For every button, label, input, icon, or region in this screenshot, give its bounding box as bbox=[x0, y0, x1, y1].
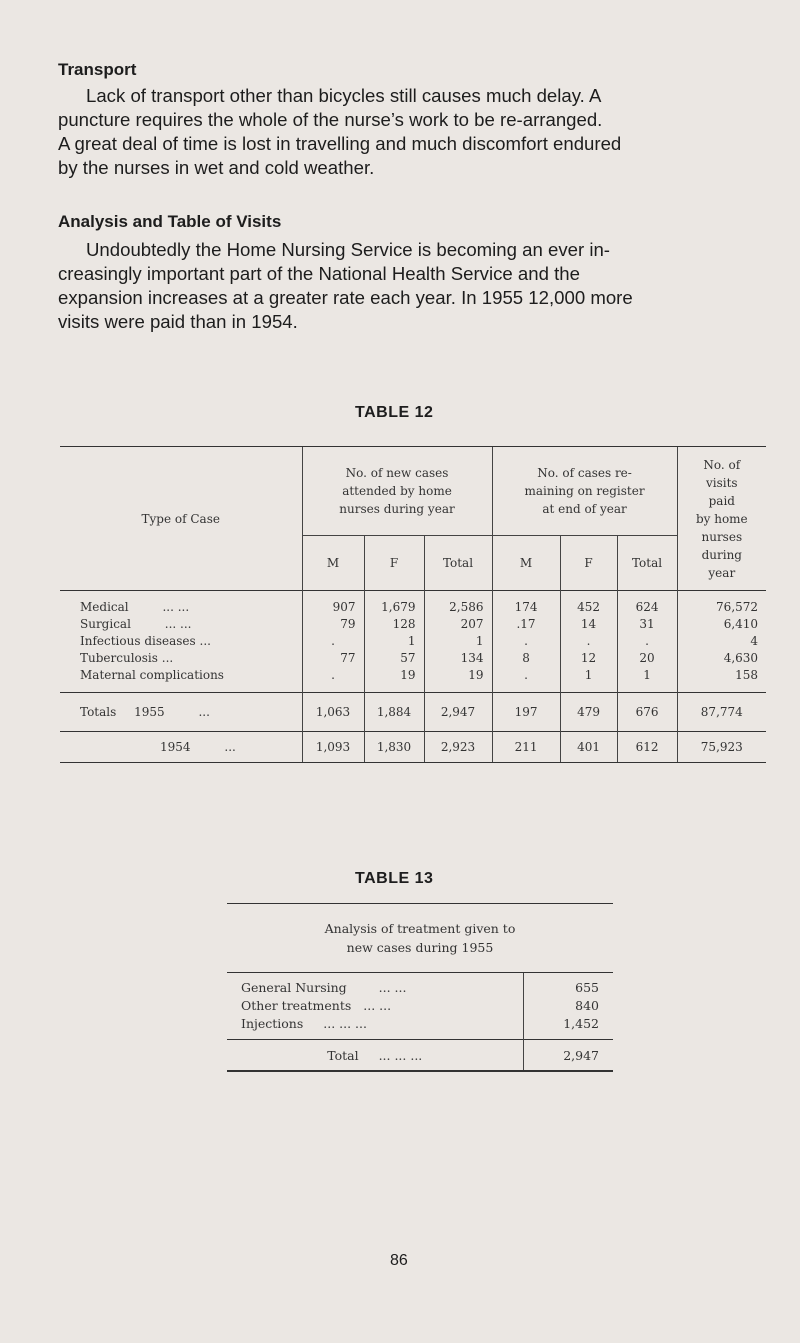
cell-new-m: 1,063 bbox=[302, 693, 364, 732]
cell-new-total: 134 bbox=[424, 650, 492, 667]
row-label: General Nursing ... ... bbox=[241, 980, 407, 995]
cell-new-total: 207 bbox=[424, 616, 492, 633]
analysis-line: creasingly important part of the National Health Service and the bbox=[58, 263, 580, 284]
row-label: Tuberculosis ... bbox=[80, 651, 174, 665]
analysis-line: Undoubtedly the Home Nursing Service is becoming an ever in- bbox=[86, 239, 610, 260]
sub-total-header: Total bbox=[617, 536, 677, 591]
header-line: nurses during year bbox=[339, 502, 455, 516]
row-value: 655 bbox=[523, 979, 613, 997]
cell-rem-m: . bbox=[492, 667, 560, 684]
row-label: Surgical ... ... bbox=[80, 617, 192, 631]
cell-visits: 87,774 bbox=[677, 693, 766, 732]
transport-heading: Transport bbox=[58, 60, 137, 79]
cell-new-f: 128 bbox=[364, 616, 424, 633]
page-number: 86 bbox=[390, 1252, 408, 1269]
header-line: at end of year bbox=[542, 502, 627, 516]
table13 bbox=[227, 903, 613, 1072]
group-remaining-header bbox=[492, 447, 677, 536]
sub-m-header: M bbox=[302, 536, 364, 591]
table-row bbox=[60, 616, 766, 633]
cell-rem-f: . bbox=[560, 633, 617, 650]
analysis-heading: Analysis and Table of Visits bbox=[58, 212, 282, 231]
cell-new-f: 57 bbox=[364, 650, 424, 667]
cell-visits: 4,630 bbox=[677, 650, 766, 667]
total-label: Total ... ... ... bbox=[227, 1040, 523, 1072]
transport-paragraph bbox=[58, 84, 770, 180]
group-new-cases-header bbox=[302, 447, 492, 536]
cell-new-m: . bbox=[302, 667, 364, 684]
row-label: Injections ... ... ... bbox=[241, 1016, 367, 1031]
cell-new-m: 77 bbox=[302, 650, 364, 667]
cell-rem-total: 676 bbox=[617, 693, 677, 732]
table-row bbox=[227, 979, 613, 997]
cell-rem-m: . bbox=[492, 633, 560, 650]
col-type-header: Type of Case bbox=[60, 447, 302, 591]
cell-rem-total: 1 bbox=[617, 667, 677, 684]
cell-rem-total: 20 bbox=[617, 650, 677, 667]
header-line: during bbox=[701, 547, 742, 562]
cell-rem-total: 612 bbox=[617, 732, 677, 763]
cell-visits: 76,572 bbox=[677, 599, 766, 616]
cell-rem-total: 31 bbox=[617, 616, 677, 633]
table-row bbox=[227, 1015, 613, 1033]
cell-new-total: 19 bbox=[424, 667, 492, 684]
cell-new-total: 2,586 bbox=[424, 599, 492, 616]
cell-new-m: 907 bbox=[302, 599, 364, 616]
row-label: Medical ... ... bbox=[80, 600, 190, 614]
transport-line: Lack of transport other than bicycles still causes much delay. A bbox=[86, 85, 602, 106]
header-line: visits bbox=[706, 475, 738, 490]
cell-visits: 75,923 bbox=[677, 732, 766, 763]
cell-new-total: 2,923 bbox=[424, 732, 492, 763]
table12-title: TABLE 12 bbox=[355, 404, 434, 421]
totals-row-1954 bbox=[60, 732, 766, 763]
totals-row-1955 bbox=[60, 693, 766, 732]
caption-line: new cases during 1955 bbox=[346, 940, 494, 955]
transport-line: by the nurses in wet and cold weather. bbox=[58, 157, 375, 178]
cell-rem-f: 14 bbox=[560, 616, 617, 633]
total-value: 2,947 bbox=[523, 1040, 613, 1072]
sub-f-header: F bbox=[560, 536, 617, 591]
caption-line: Analysis of treatment given to bbox=[324, 921, 516, 936]
cell-visits: 4 bbox=[677, 633, 766, 650]
row-value: 1,452 bbox=[523, 1015, 613, 1033]
cell-visits: 158 bbox=[677, 667, 766, 684]
analysis-line: expansion increases at a greater rate each year. In 1955 12,000 more bbox=[58, 287, 633, 308]
cell-rem-f: 1 bbox=[560, 667, 617, 684]
cell-visits: 6,410 bbox=[677, 616, 766, 633]
table13-total-row bbox=[227, 1040, 613, 1072]
cell-new-f: 1,830 bbox=[364, 732, 424, 763]
cell-rem-m: 174 bbox=[492, 599, 560, 616]
cell-rem-f: 452 bbox=[560, 599, 617, 616]
row-label: Other treatments ... ... bbox=[241, 998, 392, 1013]
table13-caption bbox=[227, 904, 613, 973]
sub-f-header: F bbox=[364, 536, 424, 591]
table12 bbox=[60, 446, 766, 763]
cell-rem-total: . bbox=[617, 633, 677, 650]
cell-rem-f: 401 bbox=[560, 732, 617, 763]
header-line: paid bbox=[708, 493, 735, 508]
cell-rem-total: 624 bbox=[617, 599, 677, 616]
totals-label: Totals 1955 ... bbox=[60, 693, 302, 732]
transport-line: A great deal of time is lost in travelling and much discomfort endured bbox=[58, 133, 622, 154]
totals-label: 1954 ... bbox=[60, 732, 302, 763]
cell-new-m: . bbox=[302, 633, 364, 650]
table-row bbox=[60, 650, 766, 667]
header-line: maining on register bbox=[524, 484, 645, 498]
header-line: nurses bbox=[701, 529, 743, 544]
table-row bbox=[60, 633, 766, 650]
table13-title: TABLE 13 bbox=[355, 870, 434, 887]
cell-new-f: 1,679 bbox=[364, 599, 424, 616]
header-line: by home bbox=[695, 511, 748, 526]
cell-rem-m: 197 bbox=[492, 693, 560, 732]
table-row bbox=[60, 667, 766, 684]
cell-new-total: 1 bbox=[424, 633, 492, 650]
col-visits-header bbox=[677, 447, 766, 591]
sub-total-header: Total bbox=[424, 536, 492, 591]
cell-new-f: 1,884 bbox=[364, 693, 424, 732]
header-line: attended by home bbox=[342, 484, 452, 498]
sub-m-header: M bbox=[492, 536, 560, 591]
header-line: No. of bbox=[703, 457, 741, 472]
table-row bbox=[227, 997, 613, 1015]
cell-new-total: 2,947 bbox=[424, 693, 492, 732]
header-line: year bbox=[708, 565, 736, 580]
row-label: Maternal complications bbox=[80, 668, 224, 682]
cell-new-f: 19 bbox=[364, 667, 424, 684]
transport-line: puncture requires the whole of the nurse’s work to be re-arranged. bbox=[58, 109, 603, 130]
cell-rem-m: .17 bbox=[492, 616, 560, 633]
row-label: Infectious diseases ... bbox=[80, 634, 211, 648]
cell-new-f: 1 bbox=[364, 633, 424, 650]
cell-rem-f: 479 bbox=[560, 693, 617, 732]
table-row bbox=[60, 599, 766, 616]
cell-rem-m: 211 bbox=[492, 732, 560, 763]
header-line: No. of cases re- bbox=[537, 466, 632, 480]
cell-new-m: 79 bbox=[302, 616, 364, 633]
cell-rem-f: 12 bbox=[560, 650, 617, 667]
analysis-line: visits were paid than in 1954. bbox=[58, 311, 298, 332]
cell-rem-m: 8 bbox=[492, 650, 560, 667]
header-line: No. of new cases bbox=[345, 466, 449, 480]
row-value: 840 bbox=[523, 997, 613, 1015]
analysis-paragraph bbox=[58, 238, 770, 334]
cell-new-m: 1,093 bbox=[302, 732, 364, 763]
